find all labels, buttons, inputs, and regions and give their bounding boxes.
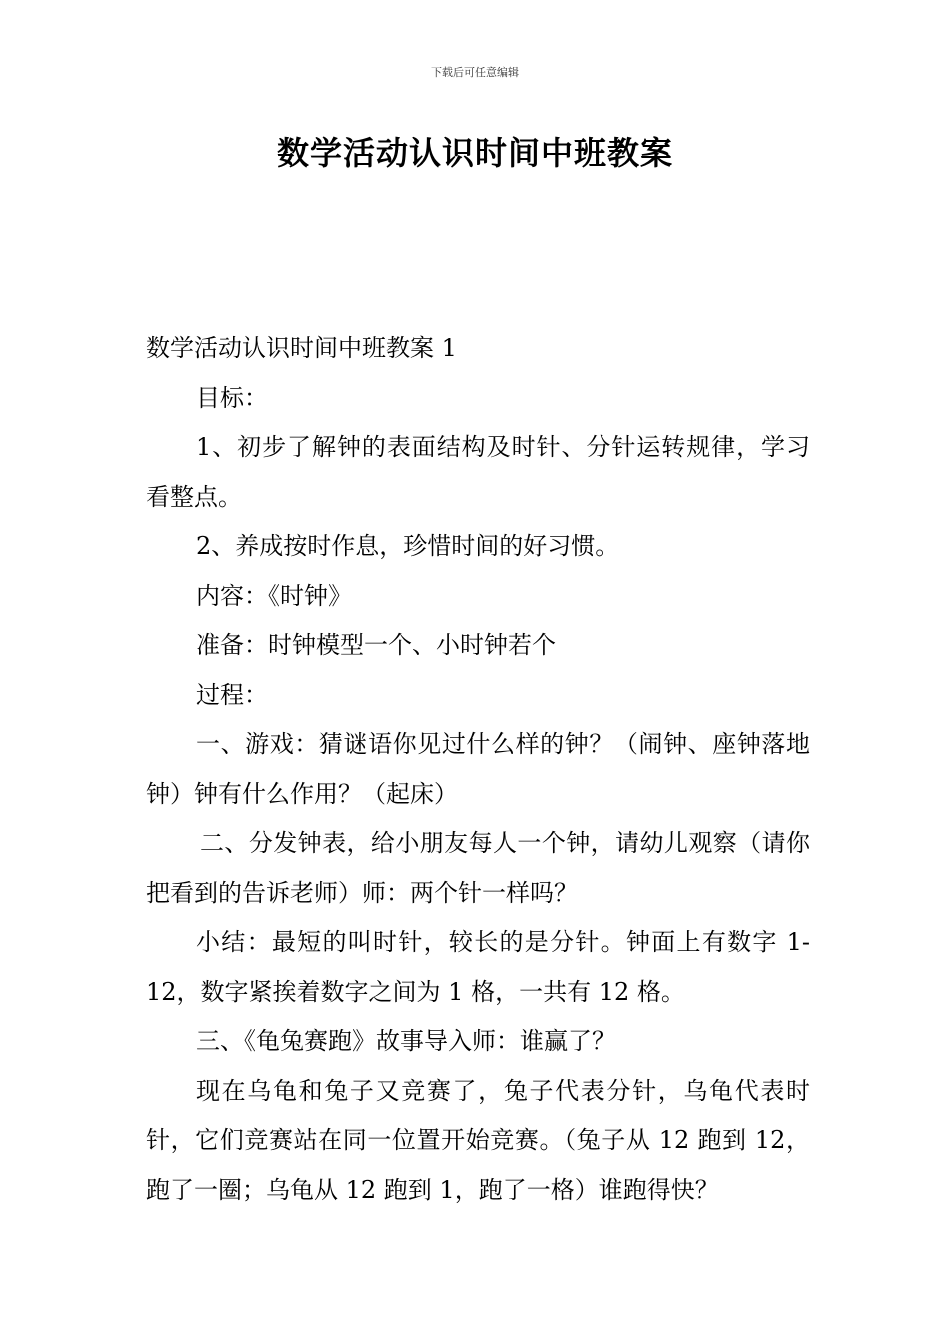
paragraph-goal-2: 2、养成按时作息，珍惜时间的好习惯。 xyxy=(196,532,620,560)
paragraph-goal-label: 目标： xyxy=(196,383,268,412)
paragraph-goal-1: 1、初步了解钟的表面结构及时针、分针运转规律，学习看整点。 xyxy=(146,433,810,511)
section-heading: 数学活动认识时间中班教案 1 xyxy=(146,334,457,362)
paragraph-step-3: 三、《龟兔赛跑》故事导入师：谁赢了？ xyxy=(196,1027,616,1055)
paragraph-step-1: 一、游戏：猜谜语你见过什么样的钟？（闹钟、座钟落地钟）钟有什么作用？（起床） xyxy=(146,730,810,808)
header-note: 下载后可任意编辑 xyxy=(431,66,519,79)
document-body xyxy=(146,324,810,1215)
paragraph-step-2: 二、分发钟表，给小朋友每人一个钟，请幼儿观察（请你把看到的告诉老师）师：两个针一样吗？ xyxy=(146,829,810,907)
paragraph-preparation: 准备：时钟模型一个、小时钟若个 xyxy=(196,631,556,659)
paragraph-summary: 小结：最短的叫时针，较长的是分针。钟面上有数字 1-12，数字紧挨着数字之间为 1 格，一共有 12 格。 xyxy=(146,928,810,1006)
paragraph-race: 现在乌龟和兔子又竞赛了，兔子代表分针，乌龟代表时针，它们竞赛站在同一位置开始竞赛。（兔子从 12 跑到 12，跑了一圈；乌龟从 12 跑到 1，跑了一格）谁跑得快？ xyxy=(146,1076,810,1204)
paragraph-content: 内容：《时钟》 xyxy=(196,581,352,610)
document-title: 数学活动认识时间中班教案 xyxy=(276,134,673,172)
paragraph-process-label: 过程： xyxy=(196,680,268,709)
